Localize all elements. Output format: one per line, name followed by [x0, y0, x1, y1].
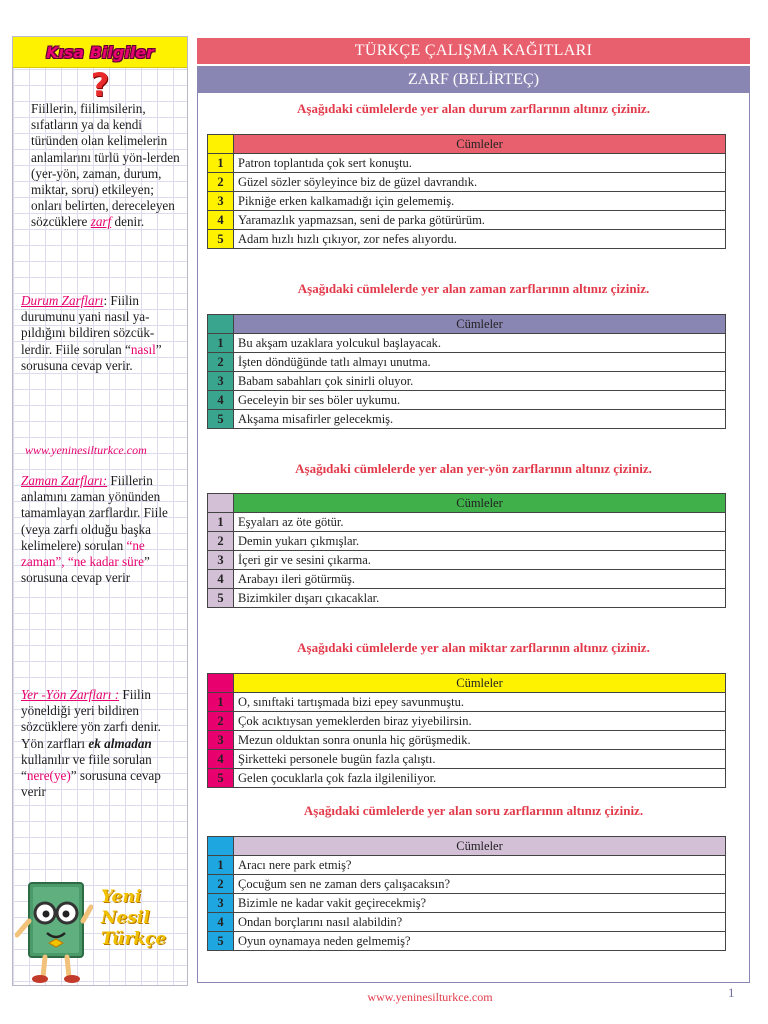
sentence-cell: Demin yukarı çıkmışlar. — [234, 532, 726, 551]
sentence-cell: Şirketteki personele bugün fazla çalıştı. — [234, 750, 726, 769]
sentences-table — [207, 673, 726, 788]
sentence-cell: Babam sabahları çok sinirli oluyor. — [234, 372, 726, 391]
sentence-cell: İşten döndüğünde tatlı almayı unutma. — [234, 353, 726, 372]
table-header-row — [208, 315, 726, 334]
row-number-cell: 5 — [208, 769, 234, 788]
sentence-cell: Geceleyin bir ses böler uykumu. — [234, 391, 726, 410]
row-number-cell: 2 — [208, 875, 234, 894]
row-number-cell: 1 — [208, 693, 234, 712]
row-number-cell: 1 — [208, 856, 234, 875]
section-instruction: Aşağıdaki cümlelerde yer alan yer-yön zarflarının altınız çiziniz. — [295, 461, 652, 476]
table-header-cell: Cümleler — [234, 674, 726, 693]
book-mascot-icon — [15, 877, 93, 985]
table-row — [208, 334, 726, 353]
table-header-row — [208, 837, 726, 856]
sentences-table — [207, 134, 726, 249]
sentences-table — [207, 836, 726, 951]
info-sidebar — [12, 36, 188, 986]
sidebar-url: www.yeninesilturkce.com — [25, 443, 147, 457]
table-row — [208, 513, 726, 532]
table-row — [208, 913, 726, 932]
section-instruction: Aşağıdaki cümlelerde yer alan durum zarflarının altınız çiziniz. — [297, 101, 650, 116]
table-row — [208, 693, 726, 712]
row-number-cell: 4 — [208, 750, 234, 769]
header-corner-cell — [208, 674, 234, 693]
table-row — [208, 353, 726, 372]
row-number-cell: 5 — [208, 230, 234, 249]
row-number-cell: 2 — [208, 712, 234, 731]
sentence-cell: Eşyaları az öte götür. — [234, 513, 726, 532]
sentence-cell: Çok acıktıysan yemeklerden biraz yiyebilirsin. — [234, 712, 726, 731]
table-row — [208, 192, 726, 211]
table-row — [208, 211, 726, 230]
header-corner-cell — [208, 494, 234, 513]
question-mark-icon: ? — [90, 66, 110, 104]
sentence-cell: Yaramazlık yapmazsan, seni de parka götürürüm. — [234, 211, 726, 230]
brand-logo: Yeni Nesil Türkçe — [101, 887, 167, 949]
zaman-zarflari-term: Zaman Zarfları: — [21, 473, 108, 488]
table-row — [208, 532, 726, 551]
row-number-cell: 1 — [208, 334, 234, 353]
durum-zarflari-text: Durum Zarfları: Fiilin durumunu yani nasıl ya-pıldığını bildiren sözcük-lerdir. Fiile sorulan “nasıl” sorusuna cevap verir. — [21, 293, 162, 373]
table-row — [208, 551, 726, 570]
sentence-cell: Bizimle ne kadar vakit geçirecekmiş? — [234, 894, 726, 913]
intro-text: Fiillerin, fiilimsilerin, sıfatların ya da kendi türünden olan kelimelerin anlamlarını türlü yön-lerden (yer-yön, zaman, durum, miktar, soru) etkileyen; onları belirten, dereceleyen sözcüklere zarf denir. — [31, 101, 180, 230]
sentence-cell: İçeri gir ve sesini çıkarma. — [234, 551, 726, 570]
sentence-cell: Oyun oynamaya neden gelmemiş? — [234, 932, 726, 951]
sentence-cell: O, sınıftaki tartışmada bizi epey savunmuştu. — [234, 693, 726, 712]
yer-yon-zarflari-term: Yer -Yön Zarfları : — [21, 687, 120, 702]
table-header-cell: Cümleler — [234, 315, 726, 334]
table-row — [208, 391, 726, 410]
table-row — [208, 894, 726, 913]
sentence-cell: Arabayı ileri götürmüş. — [234, 570, 726, 589]
table-row — [208, 589, 726, 608]
sentence-cell: Ondan borçlarını nasıl alabildin? — [234, 913, 726, 932]
page-number: 1 — [728, 985, 735, 1000]
table-row — [208, 154, 726, 173]
sentence-cell: Akşama misafirler gelecekmiş. — [234, 410, 726, 429]
table-row — [208, 856, 726, 875]
yer-yon-zarflari-text: Yer -Yön Zarfları : Fiilin yöneldiği yeri bildiren sözcüklere yön zarfı denir. Yön zarfları ek almadan kullanılır ve fiile sorulan “nere(ye)” sorusuna cevap verir — [21, 687, 161, 800]
header-corner-cell — [208, 135, 234, 154]
header-corner-cell — [208, 315, 234, 334]
table-row — [208, 875, 726, 894]
row-number-cell: 3 — [208, 551, 234, 570]
header-corner-cell — [208, 837, 234, 856]
page-subtitle: ZARF (BELİRTEÇ) — [197, 66, 750, 93]
sentences-table — [207, 493, 726, 608]
table-header-cell: Cümleler — [234, 494, 726, 513]
table-row — [208, 570, 726, 589]
row-number-cell: 2 — [208, 532, 234, 551]
table-row — [208, 750, 726, 769]
table-row — [208, 731, 726, 750]
table-row — [208, 173, 726, 192]
sentence-cell: Patron toplantıda çok sert konuştu. — [234, 154, 726, 173]
table-row — [208, 712, 726, 731]
row-number-cell: 4 — [208, 913, 234, 932]
row-number-cell: 3 — [208, 731, 234, 750]
zaman-zarflari-text: Zaman Zarfları: Fiillerin anlamını zaman yönünden tamamlayan zarflardır. Fiile (veya zarfı olduğu başka kelimelere) sorulan “ne zaman”, “ne kadar süre” sorusuna cevap verir — [21, 473, 168, 586]
row-number-cell: 4 — [208, 570, 234, 589]
section-instruction: Aşağıdaki cümlelerde yer alan soru zarflarının altınız çiziniz. — [303, 803, 644, 818]
row-number-cell: 4 — [208, 211, 234, 230]
section-instruction: Aşağıdaki cümlelerde yer alan zaman zarflarının altınız çiziniz. — [297, 281, 650, 296]
page-title: TÜRKÇE ÇALIŞMA KAĞITLARI — [197, 38, 750, 64]
row-number-cell: 2 — [208, 173, 234, 192]
row-number-cell: 1 — [208, 513, 234, 532]
sentence-cell: Çocuğum sen ne zaman ders çalışacaksın? — [234, 875, 726, 894]
sidebar-header-label: Kısa Bilgiler — [45, 42, 155, 62]
sentence-cell: Güzel sözler söyleyince biz de güzel davrandık. — [234, 173, 726, 192]
sentence-cell: Aracı nere park etmiş? — [234, 856, 726, 875]
row-number-cell: 5 — [208, 932, 234, 951]
row-number-cell: 5 — [208, 589, 234, 608]
table-row — [208, 372, 726, 391]
sentence-cell: Pikniğe erken kalkamadığı için gelememiş. — [234, 192, 726, 211]
footer-url: www.yeninesilturkce.com — [367, 990, 493, 1004]
sentences-table — [207, 314, 726, 429]
table-header-cell: Cümleler — [234, 837, 726, 856]
table-header-row — [208, 135, 726, 154]
table-row — [208, 410, 726, 429]
row-number-cell: 1 — [208, 154, 234, 173]
row-number-cell: 3 — [208, 372, 234, 391]
table-row — [208, 230, 726, 249]
durum-zarflari-term: Durum Zarfları — [21, 293, 104, 308]
zarf-term: zarf — [90, 214, 112, 230]
sentence-cell: Bu akşam uzaklara yolcukul başlayacak. — [234, 334, 726, 353]
table-header-cell: Cümleler — [234, 135, 726, 154]
table-row — [208, 769, 726, 788]
sentence-cell: Bizimkiler dışarı çıkacaklar. — [234, 589, 726, 608]
table-header-row — [208, 494, 726, 513]
row-number-cell: 4 — [208, 391, 234, 410]
section-instruction: Aşağıdaki cümlelerde yer alan miktar zarflarının altınız çiziniz. — [297, 640, 650, 655]
table-header-row — [208, 674, 726, 693]
table-row — [208, 932, 726, 951]
row-number-cell: 3 — [208, 192, 234, 211]
sentence-cell: Gelen çocuklarla çok fazla ilgileniliyor. — [234, 769, 726, 788]
sentence-cell: Adam hızlı hızlı çıkıyor, zor nefes alıyordu. — [234, 230, 726, 249]
sidebar-header — [13, 37, 187, 68]
sentence-cell: Mezun olduktan sonra onunla hiç görüşmedik. — [234, 731, 726, 750]
row-number-cell: 2 — [208, 353, 234, 372]
row-number-cell: 5 — [208, 410, 234, 429]
row-number-cell: 3 — [208, 894, 234, 913]
